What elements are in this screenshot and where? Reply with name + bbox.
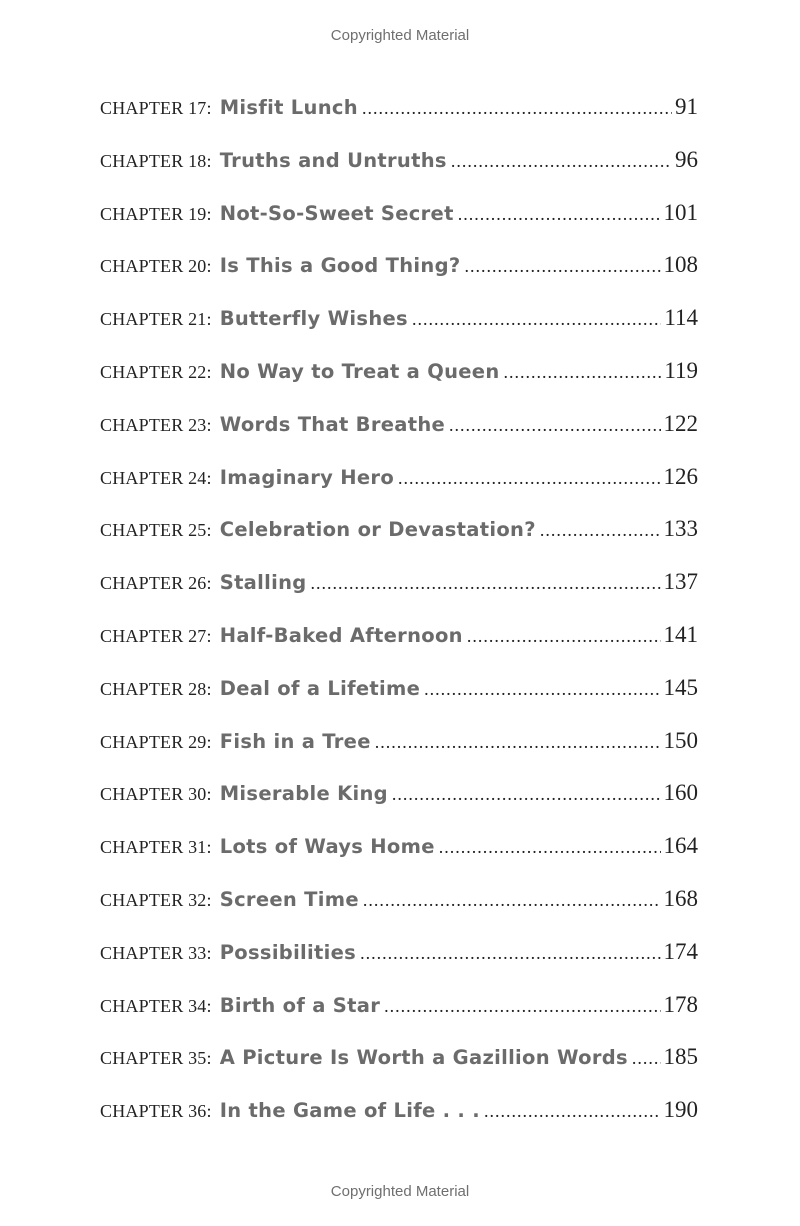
page-number: 185 [663,1044,698,1070]
chapter-label: CHAPTER 17: [100,98,212,118]
page-number: 178 [663,991,698,1017]
toc-entry [100,992,698,1045]
chapter-label: CHAPTER 33: [100,942,212,963]
dot-leader [311,573,661,594]
chapter-title: No Way to Treat a Queen [219,359,500,383]
dot-leader [451,151,672,172]
chapter-title: Words That Breathe [219,412,446,436]
toc-entry [100,358,698,411]
dot-leader [458,204,661,225]
chapter-label: CHAPTER 32: [100,889,212,910]
dot-leader [467,626,661,647]
page-number: 108 [663,252,698,278]
toc-entry [100,94,698,147]
page-number: 160 [663,780,698,806]
toc-entry [100,464,698,517]
page-number: 150 [663,727,698,753]
chapter-label: CHAPTER 18: [100,150,212,171]
toc-entry [100,833,698,886]
dot-leader [392,784,661,805]
chapter-label: CHAPTER 30: [100,784,212,805]
chapter-title: Miserable King [219,782,388,806]
page-number: 101 [663,199,698,225]
chapter-title: Birth of a Star [219,993,381,1017]
chapter-title: Deal of a Lifetime [219,676,421,700]
page-number: 164 [663,833,698,859]
dot-leader [375,732,661,753]
toc-entry [100,1097,698,1150]
chapter-title: Is This a Good Thing? [219,254,461,278]
toc-entry [100,411,698,464]
dot-leader [504,362,662,383]
copyright-watermark-bottom: Copyrighted Material [330,1183,470,1200]
toc-entry [100,728,698,781]
chapter-label: CHAPTER 34: [100,995,212,1016]
toc-entry [100,305,698,358]
chapter-label: CHAPTER 22: [100,361,212,382]
page-number: 114 [664,305,698,331]
chapter-label: CHAPTER 35: [100,1048,212,1069]
copyright-watermark-top: Copyrighted Material [330,27,470,44]
chapter-label: CHAPTER 26: [100,573,212,594]
toc-entry [100,675,698,728]
page-number: 168 [663,885,698,911]
dot-leader [464,256,660,277]
chapter-label: CHAPTER 23: [100,414,212,435]
toc-entry [100,939,698,992]
chapter-label: CHAPTER 25: [100,520,212,541]
toc-entry [100,147,698,200]
chapter-title: Half-Baked Afternoon [219,623,463,647]
page-number: 96 [675,146,698,172]
chapter-title: Possibilities [219,940,357,964]
chapter-label: CHAPTER 29: [100,731,212,752]
chapter-title: Celebration or Devastation? [219,518,536,542]
chapter-title: Screen Time [219,887,359,911]
dot-leader [384,996,660,1017]
dot-leader [424,679,660,700]
dot-leader [412,309,661,330]
page-number: 126 [663,463,698,489]
toc-entry [100,1044,698,1097]
table-of-contents [100,94,698,1150]
toc-entry [100,622,698,675]
page-number: 141 [663,621,698,647]
dot-leader [449,415,660,436]
page-number: 91 [675,94,698,119]
toc-entry [100,780,698,833]
toc-entry [100,252,698,305]
chapter-title: A Picture Is Worth a Gazillion Words [219,1046,628,1070]
dot-leader [360,943,660,964]
dot-leader [632,1048,661,1069]
chapter-title: Truths and Untruths [219,148,447,172]
chapter-label: CHAPTER 20: [100,256,212,277]
chapter-title: Imaginary Hero [219,465,395,489]
chapter-title: Stalling [219,571,307,595]
toc-entry [100,886,698,939]
chapter-label: CHAPTER 28: [100,678,212,699]
chapter-label: CHAPTER 24: [100,467,212,488]
chapter-label: CHAPTER 36: [100,1101,212,1122]
page-number: 122 [663,410,698,436]
dot-leader [362,98,672,119]
chapter-title: Not-So-Sweet Secret [219,201,454,225]
chapter-title: Butterfly Wishes [219,307,408,331]
page-number: 137 [663,569,698,595]
page-number: 174 [663,938,698,964]
chapter-label: CHAPTER 27: [100,625,212,646]
dot-leader [398,468,660,489]
chapter-label: CHAPTER 19: [100,203,212,224]
dot-leader [363,890,661,911]
page-number: 133 [663,516,698,542]
chapter-label: CHAPTER 21: [100,309,212,330]
dot-leader [540,520,661,541]
chapter-title: Misfit Lunch [219,96,358,119]
page-number: 119 [664,357,698,383]
toc-entry [100,569,698,622]
toc-entry [100,200,698,253]
dot-leader [484,1101,661,1122]
chapter-title: Lots of Ways Home [219,835,435,859]
page-number: 145 [663,674,698,700]
chapter-title: In the Game of Life . . . [219,1099,480,1123]
page-number: 190 [663,1097,698,1123]
chapter-label: CHAPTER 31: [100,837,212,858]
dot-leader [439,837,661,858]
chapter-title: Fish in a Tree [219,729,371,753]
toc-entry [100,516,698,569]
